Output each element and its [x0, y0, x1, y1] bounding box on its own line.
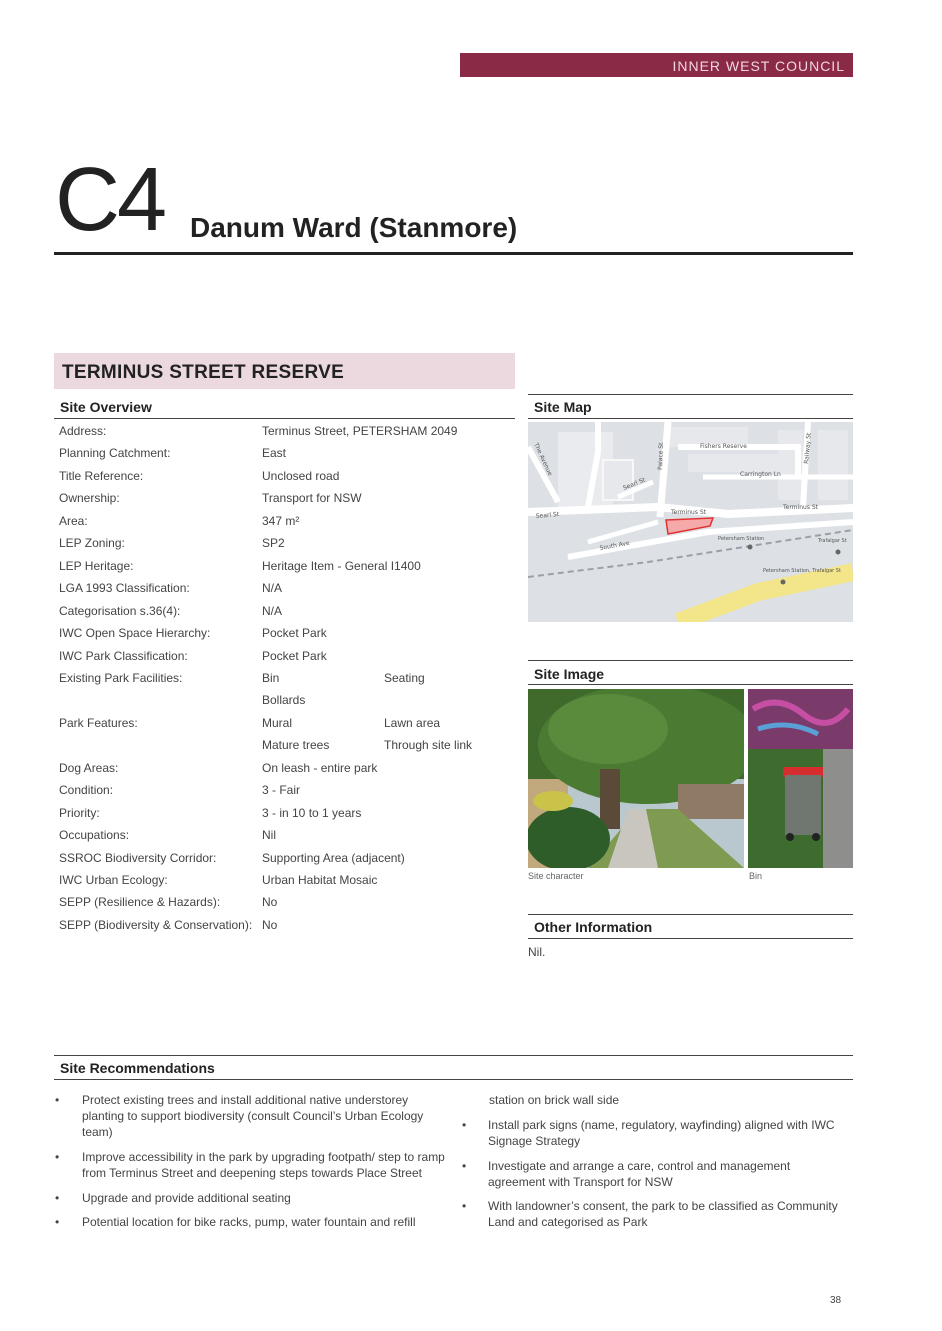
- site-map-rule: [528, 418, 853, 419]
- map-label-palace-st: Palace St: [657, 442, 665, 471]
- overview-value: 3 - Fair: [262, 783, 301, 798]
- overview-value: Unclosed road: [262, 468, 340, 483]
- overview-value-secondary: Lawn area: [384, 715, 441, 730]
- other-info-text: Nil.: [528, 945, 546, 959]
- council-banner: [460, 53, 853, 77]
- overview-value: 3 - in 10 to 1 years: [262, 805, 362, 820]
- other-info-top-rule: [528, 914, 853, 915]
- overview-label: Dog Areas:: [59, 760, 119, 775]
- overview-value: Heritage Item - General I1400: [262, 558, 421, 573]
- recommendations-heading: Site Recommendations: [60, 1060, 215, 1076]
- overview-label: SSROC Biodiversity Corridor:: [59, 850, 217, 865]
- page-number: 38: [830, 1295, 842, 1306]
- bin-photo: [748, 689, 853, 868]
- station-marker-icon: [748, 545, 753, 550]
- photo-caption-site-character: Site character: [528, 871, 584, 881]
- bullet: •: [462, 1118, 467, 1132]
- overview-value: East: [262, 446, 287, 461]
- bullet: •: [462, 1199, 467, 1213]
- map-label-fishers-reserve: Fishers Reserve: [700, 443, 747, 450]
- overview-label: IWC Park Classification:: [59, 648, 188, 663]
- map-label-carrington-ln: Carrington Ln: [740, 471, 781, 478]
- overview-value: No: [262, 895, 278, 910]
- recommendation-item: Protect existing trees and install additional native understorey planting to support biodiversity (consult Council’s Urban Ecology team): [82, 1093, 424, 1139]
- title-divider: [54, 252, 853, 255]
- recommendation-item: With landowner’s consent, the park to be classified as Community Land and categorised as Park: [488, 1199, 838, 1229]
- site-image-rule: [528, 684, 853, 685]
- map-label-terminus-st-2: Terminus St: [783, 504, 819, 511]
- map-label-searl-st-2: Searl St: [622, 476, 647, 492]
- overview-label: Area:: [59, 513, 88, 528]
- bus-stop-marker-icon: [781, 580, 786, 585]
- overview-value: Mature trees: [262, 738, 330, 753]
- overview-value: No: [262, 917, 278, 932]
- map-label-trafalgar-st: Trafalgar St: [818, 538, 847, 544]
- overview-label: Title Reference:: [59, 468, 144, 483]
- overview-value: N/A: [262, 603, 283, 618]
- overview-value: Pocket Park: [262, 626, 327, 641]
- overview-label: Park Features:: [59, 715, 138, 730]
- recommendations-top-rule: [54, 1055, 853, 1056]
- map-label-terminus-st: Terminus St: [671, 509, 707, 516]
- overview-label: Categorisation s.36(4):: [59, 603, 181, 618]
- overview-value: Bin: [262, 670, 280, 685]
- bullet: •: [55, 1191, 60, 1205]
- site-overview-heading: Site Overview: [60, 399, 152, 415]
- overview-value: On leash - entire park: [262, 760, 378, 775]
- overview-label: SEPP (Resilience & Hazards):: [59, 895, 221, 910]
- overview-value: Transport for NSW: [262, 491, 362, 506]
- site-map-top-rule: [528, 394, 853, 395]
- overview-label: Existing Park Facilities:: [59, 670, 183, 685]
- overview-value: Bollards: [262, 693, 306, 708]
- overview-value: N/A: [262, 581, 283, 596]
- photo-caption-bin: Bin: [749, 871, 763, 881]
- overview-value: 347 m²: [262, 513, 300, 528]
- bullet: •: [462, 1159, 467, 1173]
- map-label-petersham-station: Petersham Station: [718, 536, 765, 542]
- other-info-heading: Other Information: [534, 919, 653, 935]
- other-info-rule: [528, 938, 853, 939]
- site-map-heading: Site Map: [534, 399, 592, 415]
- overview-value: Mural: [262, 715, 293, 730]
- map-label-petersham-trafalgar: Petersham Station, Trafalgar St: [763, 568, 841, 574]
- site-image-heading: Site Image: [534, 666, 605, 682]
- overview-label: IWC Urban Ecology:: [59, 873, 168, 887]
- site-overview-rule: [54, 418, 515, 419]
- overview-value: Urban Habitat Mosaic: [262, 873, 378, 887]
- recommendations-rule: [54, 1079, 853, 1080]
- bullet: •: [55, 1150, 60, 1164]
- recommendation-item: Upgrade and provide additional seating: [82, 1191, 291, 1205]
- overview-label: Address:: [59, 424, 107, 438]
- overview-value: Pocket Park: [262, 648, 327, 663]
- section-code: C4: [55, 150, 165, 250]
- site-map-graphic: [528, 422, 853, 622]
- overview-value: Terminus Street, PETERSHAM 2049: [262, 424, 458, 438]
- recommendation-item: Investigate and arrange a care, control and management agreement with Transport for NSW: [488, 1159, 791, 1189]
- ward-title: Danum Ward (Stanmore): [190, 212, 518, 243]
- site-image-top-rule: [528, 660, 853, 661]
- overview-label: Priority:: [59, 805, 100, 820]
- overview-label: Condition:: [59, 783, 114, 798]
- overview-label: Occupations:: [59, 828, 130, 843]
- map-label-searl-st: Searl St: [535, 510, 560, 520]
- map-label-the-avenue: The Avenue: [532, 441, 554, 477]
- site-map: [528, 422, 853, 622]
- council-name: INNER WEST COUNCIL: [672, 58, 845, 74]
- overview-label: Ownership:: [59, 491, 120, 506]
- overview-label: LGA 1993 Classification:: [59, 581, 190, 596]
- map-label-railway-st: Railway St: [803, 432, 813, 465]
- reserve-title: TERMINUS STREET RESERVE: [62, 362, 345, 383]
- recommendation-item-continuation: station on brick wall side: [489, 1093, 620, 1107]
- station-marker-icon: [836, 550, 841, 555]
- recommendation-item: Potential location for bike racks, pump, water fountain and refill: [82, 1215, 416, 1229]
- recommendation-item: Install park signs (name, regulatory, wayfinding) aligned with IWC Signage Strategy: [488, 1118, 835, 1148]
- overview-value: Nil: [262, 828, 276, 843]
- bullet: •: [55, 1093, 60, 1107]
- overview-value: Supporting Area (adjacent): [262, 850, 405, 865]
- site-character-photo: [528, 689, 744, 868]
- map-label-south-ave: South Ave: [599, 539, 631, 552]
- recommendation-item: Improve accessibility in the park by upgrading footpath/ step to ramp from Terminus Street and deepening steps towards Place Street: [82, 1150, 445, 1180]
- overview-label: IWC Open Space Hierarchy:: [59, 626, 211, 641]
- overview-label: LEP Zoning:: [59, 536, 125, 551]
- bullet: •: [55, 1215, 60, 1229]
- overview-value-secondary: Seating: [384, 670, 425, 685]
- overview-label: Planning Catchment:: [59, 446, 171, 461]
- overview-value-secondary: Through site link: [384, 738, 473, 753]
- reserve-title-box: [54, 353, 515, 389]
- overview-label: LEP Heritage:: [59, 558, 134, 573]
- overview-value: SP2: [262, 536, 285, 551]
- overview-label: SEPP (Biodiversity & Conservation):: [59, 917, 253, 932]
